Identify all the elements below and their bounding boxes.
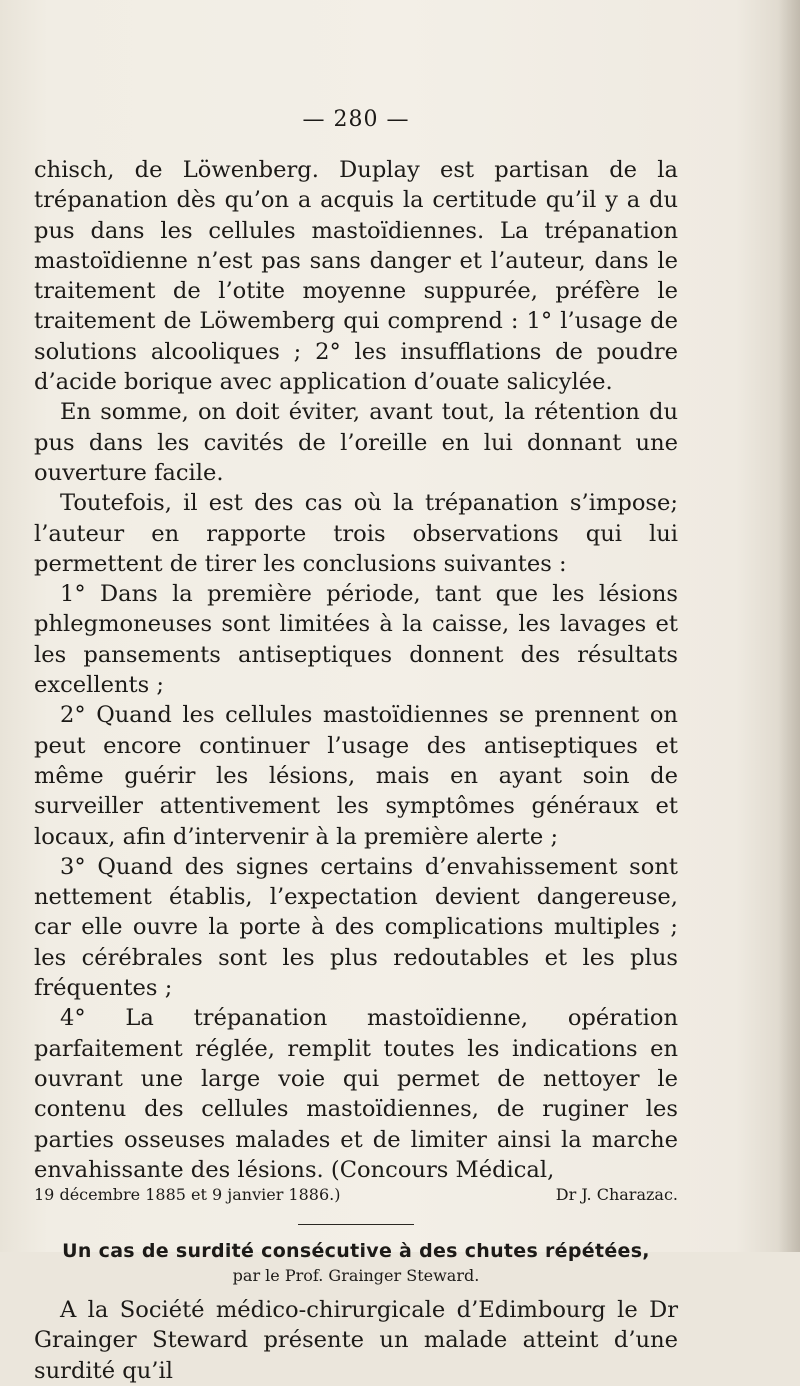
page-edge-shadow xyxy=(778,0,800,1252)
article-byline: par le Prof. Grainger Steward. xyxy=(232,1266,480,1286)
paragraph-continuation: chisch, de Löwenberg. Duplay est partisan de la trépanation dès qu’on a acquis la certitude qu’il y a du pus dans les cellules mastoïdiennes. La trépanation mastoïdienne n’est pas sans danger et l’auteur, dans le traitement de l’otite moyenne suppurée, préfère le traitement de Löwemberg qui comprend : 1° l’usage de solutions alcooliques ; 2° les insufflations de poudre d’acide borique avec application d’ouate salicylée. xyxy=(34,157,678,396)
paragraph-en-somme: En somme, on doit éviter, avant tout, la rétention du pus dans les cavités de l’oreille en lui donnant une ouverture facile. xyxy=(34,399,678,486)
conclusion-2: 2° Quand les cellules mastoïdiennes se prennent on peut encore continuer l’usage des antiseptiques et même guérir les lésions, mais en ayant soin de surveiller attentivement les symptômes généraux et locaux, afin d’intervenir à la première alerte ; xyxy=(34,702,678,850)
citation-date: 19 décembre 1885 et 9 janvier 1886.) xyxy=(34,1185,341,1205)
author-signature: Dr J. Charazac. xyxy=(555,1185,678,1205)
citation-signature-line xyxy=(34,1185,678,1204)
conclusion-3: 3° Quand des signes certains d’envahissement sont nettement établis, l’expectation devient dangereuse, car elle ouvre la porte à des complications multiples ; les cérébrales sont les plus redoutables et les plus fréquentes ; xyxy=(34,853,678,1002)
text-column xyxy=(34,105,678,1386)
paragraph-societe: A la Société médico-chirurgicale d’Edimbourg le Dr Grainger Steward présente un malade atteint d’une surdité qu’il xyxy=(34,1297,678,1384)
article-title: Un cas de surdité consécutive à des chutes répétées, xyxy=(62,1240,650,1263)
page-number: — 280 — xyxy=(302,107,410,132)
conclusion-1: 1° Dans la première période, tant que les lésions phlegmoneuses sont limitées à la caisse, les lavages et les pansements antiseptiques donnent des résultats excellents ; xyxy=(34,581,678,699)
conclusion-4: 4° La trépanation mastoïdienne, opération parfaitement réglée, remplit toutes les indications en ouvrant une large voie qui permet de nettoyer le contenu des cellules mastoïdiennes, de ruginer les parties osseuses malades et de limiter ainsi la marche envahissante des lésions. (Concours Médical, xyxy=(34,1005,678,1183)
section-divider xyxy=(298,1224,414,1225)
paragraph-toutefois: Toutefois, il est des cas où la trépanation s’impose; l’auteur en rapporte trois observations qui lui permettent de tirer les conclusions suivantes : xyxy=(34,490,678,577)
